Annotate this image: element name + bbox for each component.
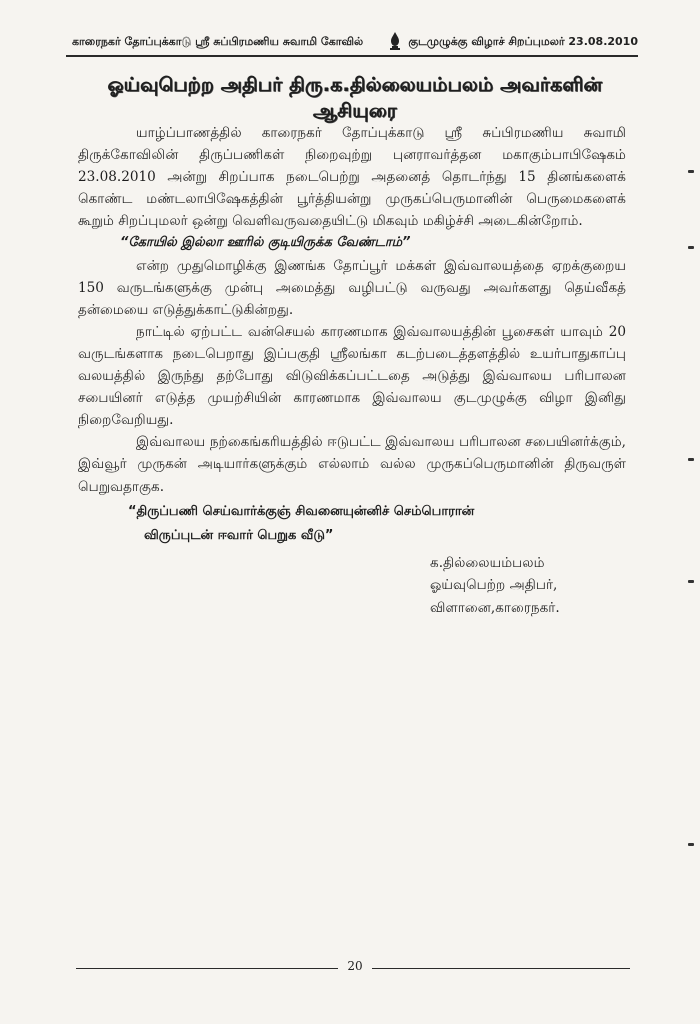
article-body <box>78 122 626 619</box>
paragraph-restoration: நாட்டில் ஏற்பட்ட வன்செயல் காரணமாக இவ்வாலயத்தின் பூசைகள் யாவும் 20 வருடங்களாக நடைபெறாது இப்பகுதி ஸ்ரீலங்கா கடற்படைத்தளத்தில் உயர்பாதுகாப்பு வலயத்தில் இருந்து தற்போது விடுவிக்கப்பட்டதை அடுத்து இவ்வாலய பரிபாலன சபையினர் எடுத்த முயற்சியின் காரணமாக இவ்வாலய குடமுழுக்கு விழா இனிது நிறைவேறியது. <box>78 323 626 429</box>
scan-edge-mark <box>688 458 694 461</box>
scan-edge-mark <box>688 843 694 846</box>
verse-quote <box>78 500 626 548</box>
signature-place: விளானை,காரைநகர். <box>430 599 560 616</box>
footer-divider-right <box>372 968 630 969</box>
verse-line-1: “திருப்பணி செய்வார்க்குஞ் சிவனையுன்னிச் செம்பொரான் <box>128 503 475 519</box>
scan-edge-mark <box>688 170 694 173</box>
paragraph-history: என்ற முதுமொழிக்கு இணங்க தோப்பூர் மக்கள் இவ்வாலயத்தை ஏறக்குறைய 150 வருடங்களுக்கு முன்பு அமைத்து வழிபட்டு வருவது அவர்களது தெய்வீகத் தன்மையை எடுத்துக்காட்டுகின்றது. <box>78 257 626 318</box>
header-souvenir-title: குடமுழுக்கு விழாச் சிறப்புமலர் 23.08.2010 <box>408 35 638 48</box>
article-title: ஓய்வுபெற்ற அதிபர் திரு.க.தில்லையம்பலம் அவர்களின் <box>107 74 603 96</box>
signature-name: க.தில்லையம்பலம் <box>430 554 545 571</box>
signature-role: ஓய்வுபெற்ற அதிபர், <box>430 577 558 594</box>
lamp-icon <box>388 32 402 50</box>
page-header <box>72 32 638 54</box>
scan-edge-mark <box>688 246 694 249</box>
proverb-quote: “கோயில் இல்லா ஊரில் குடியிருக்க வேண்டாம்” <box>120 235 411 251</box>
header-divider <box>66 55 638 57</box>
paragraph-blessing: இவ்வாலய நற்கைங்கரியத்தில் ஈடுபட்ட இவ்வாலய பரிபாலன சபையினர்க்கும், இவ்வூர் முருகன் அடியார்களுக்கும் எல்லாம் வல்ல முருகப்பெருமானின் திருவருள் பெறுவதாகுக. <box>78 434 626 495</box>
signature-block <box>430 552 626 620</box>
verse-line-2: விருப்புடன் ஈவார் பெறுக வீடு” <box>144 527 334 543</box>
paragraph-intro: யாழ்ப்பாணத்தில் காரைநகர் தோப்புக்காடு ஸ்ரீ சுப்பிரமணிய சுவாமி திருக்கோவிலின் திருப்பணிகள் நிறைவுற்று புனராவர்த்தன மகாகும்பாபிஷேகம் 23.08.2010 அன்று சிறப்பாக நடைபெற்று அதனைத் தொடர்ந்து 15 தினங்களைக் கொண்ட மண்டலாபிஷேகத்தின் பூர்த்தியன்று முருகப்பெருமானின் பெருமைகளைக் கூறும் சிறப்புமலர் ஒன்று வெளிவருவதையிட்டு மிகவும் மகிழ்ச்சி அடைகின்றோம். <box>78 125 626 230</box>
article-subtitle: ஆசியுரை <box>313 100 397 122</box>
footer-divider-left <box>76 968 338 969</box>
header-temple-name: காரைநகர் தோப்புக்காடு ஸ்ரீ சுப்பிரமணிய சுவாமி கோவில் <box>72 35 364 48</box>
scan-edge-mark <box>688 580 694 583</box>
page-number: 20 <box>347 959 363 973</box>
